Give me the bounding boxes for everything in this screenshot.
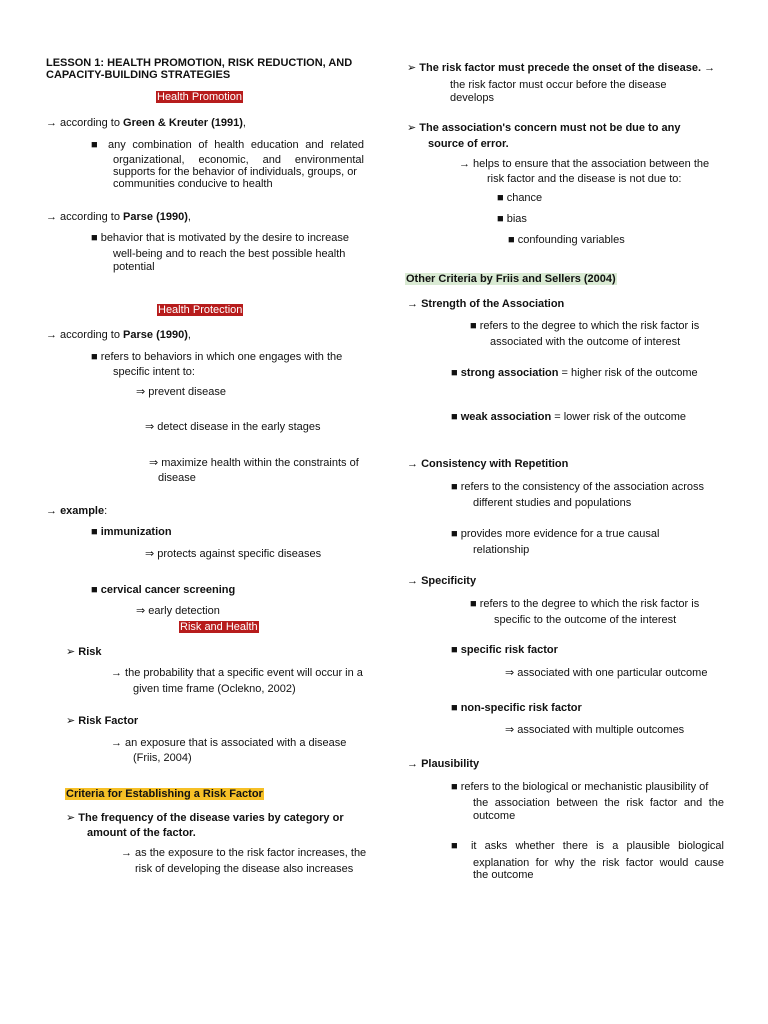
definition-line: ■ it asks whether there is a plausible biological (451, 840, 724, 852)
term-risk-factor: ➢ Risk Factor (66, 715, 139, 727)
section-heading-health-promotion: Health Promotion (157, 91, 242, 103)
definition-line: ■ refers to the biological or mechanistic plausibility of (451, 781, 709, 793)
definition-line: potential (113, 261, 155, 273)
criterion-consistency: → Consistency with Repetition (407, 458, 569, 470)
definition-line: → helps to ensure that the association between the (459, 158, 710, 170)
definition-line: ■ refers to the degree to which the risk factor is (470, 598, 700, 610)
definition-line: ■ provides more evidence for a true causal (451, 528, 660, 540)
definition-line: ■ refers to the degree to which the risk factor is (470, 320, 700, 332)
criterion-specificity: → Specificity (407, 575, 477, 587)
definition-line: relationship (473, 544, 530, 556)
definition-line: risk of developing the disease also increases (135, 863, 354, 875)
criterion-association-error-cont: source of error. (428, 138, 509, 150)
list-item: ⇒ associated with one particular outcome (505, 667, 708, 679)
definition-line: risk factor and the disease is not due to: (487, 173, 682, 185)
definition-line: supports for the behavior of individuals, groups, or (113, 166, 357, 178)
definition-line: ■ refers to behaviors in which one engages with the (91, 351, 343, 363)
definition-line: given time frame (Oclekno, 2002) (133, 683, 296, 695)
section-heading-health-protection: Health Protection (158, 304, 243, 316)
definition-line: associated with the outcome of interest (490, 336, 681, 348)
definition-line: ■ any combination of health education and related (91, 139, 364, 151)
definition-line: the association between the risk factor and the (473, 797, 724, 809)
criterion-association-error: ➢ The association's concern must not be due to any (407, 122, 681, 134)
definition-line: ■ refers to the consistency of the association across (451, 481, 705, 493)
definition-line: → an exposure that is associated with a disease (111, 737, 347, 749)
criterion-plausibility: → Plausibility (407, 758, 480, 770)
non-specific-risk-factor: ■ non-specific risk factor (451, 702, 582, 714)
list-item: ⇒ prevent disease (136, 386, 226, 398)
list-item: ⇒ early detection (136, 605, 220, 617)
according-parse: → according to Parse (1990), (46, 329, 191, 341)
strong-association: ■ strong association = higher risk of the outcome (451, 367, 698, 379)
list-item: ■ chance (497, 192, 543, 204)
definition-line: communities conducive to health (113, 178, 273, 190)
example-label: → example: (46, 505, 108, 517)
list-item: ⇒ associated with multiple outcomes (505, 724, 685, 736)
page-title-line2: CAPACITY-BUILDING STRATEGIES (46, 69, 231, 81)
section-heading-criteria: Criteria for Establishing a Risk Factor (66, 788, 263, 800)
definition-line: (Friis, 2004) (133, 752, 192, 764)
definition-line: the risk factor must occur before the disease (450, 79, 667, 91)
criterion-frequency-cont: amount of the factor. (87, 827, 196, 839)
example-cervical-cancer-screening: ■ cervical cancer screening (91, 584, 236, 596)
specific-risk-factor: ■ specific risk factor (451, 644, 558, 656)
list-item: ⇒ maximize health within the constraints of (149, 457, 359, 469)
criterion-strength: → Strength of the Association (407, 298, 565, 310)
list-item: ■ confounding variables (508, 234, 625, 246)
definition-line: → as the exposure to the risk factor increases, the (121, 847, 367, 859)
section-heading-risk-and-health: Risk and Health (180, 621, 258, 633)
list-item: ■ bias (497, 213, 527, 225)
definition-line: well-being and to reach the best possible health (113, 248, 346, 260)
according-green-kreuter: → according to Green & Kreuter (1991), (46, 117, 246, 129)
definition-line: specific to the outcome of the interest (494, 614, 677, 626)
term-risk: ➢ Risk (66, 646, 102, 658)
criterion-frequency: ➢ The frequency of the disease varies by category or (66, 812, 344, 824)
list-item: disease (158, 472, 196, 484)
definition-line: specific intent to: (113, 366, 195, 378)
definition-line: → the probability that a specific event will occur in a (111, 667, 363, 679)
according-parse: → according to Parse (1990), (46, 211, 191, 223)
definition-line: different studies and populations (473, 497, 632, 509)
list-item: ⇒ detect disease in the early stages (145, 421, 321, 433)
definition-line: explanation for why the risk factor would cause (473, 857, 724, 869)
page-title-line1: LESSON 1: HEALTH PROMOTION, RISK REDUCTION, AND (46, 57, 353, 69)
definition-line: outcome (473, 810, 516, 822)
definition-line: ■ behavior that is motivated by the desire to increase (91, 232, 349, 244)
list-item: ⇒ protects against specific diseases (145, 548, 322, 560)
definition-line: the outcome (473, 869, 534, 881)
definition-line: organizational, economic, and environmental (113, 154, 364, 166)
criterion-precede: ➢ The risk factor must precede the onset of the disease. → (407, 62, 716, 74)
definition-line: develops (450, 92, 495, 104)
section-heading-other-criteria: Other Criteria by Friis and Sellers (2004) (406, 273, 616, 285)
example-immunization: ■ immunization (91, 526, 172, 538)
weak-association: ■ weak association = lower risk of the outcome (451, 411, 687, 423)
